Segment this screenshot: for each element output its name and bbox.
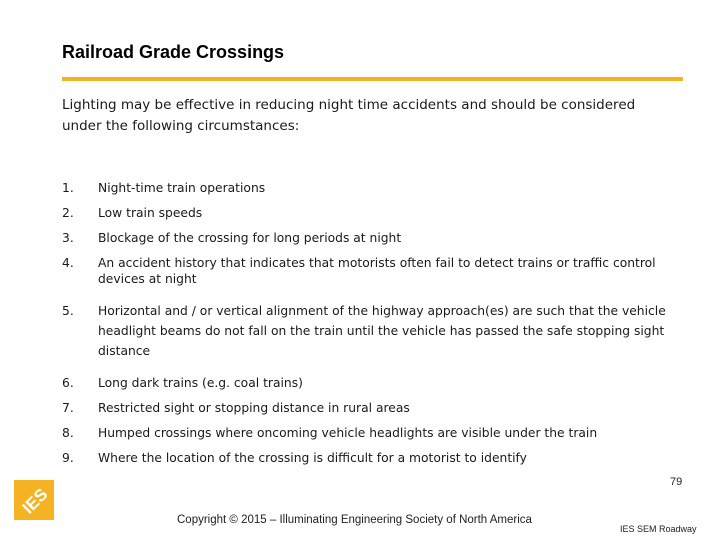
- list-item-text: An accident history that indicates that motorists often fail to detect trains or traffic control devices at night: [98, 256, 656, 286]
- course-label: IES SEM Roadway: [620, 524, 697, 534]
- list-item: [62, 375, 672, 391]
- list-item-number: 2.: [62, 206, 74, 220]
- list-item: [62, 425, 672, 441]
- list-item: [62, 301, 672, 361]
- list-item: [62, 230, 672, 246]
- list-item-text: Long dark trains (e.g. coal trains): [98, 376, 303, 390]
- circumstances-list: [62, 180, 672, 466]
- copyright-text: Copyright © 2015 – Illuminating Engineering Society of North America: [177, 514, 532, 526]
- list-item-number: 6.: [62, 376, 74, 390]
- list-item-text: Restricted sight or stopping distance in rural areas: [98, 401, 410, 415]
- ies-logo: [12, 478, 56, 522]
- list-item-text: Where the location of the crossing is difficult for a motorist to identify: [98, 451, 527, 465]
- list-item-text: Low train speeds: [98, 206, 203, 220]
- logo-text: IES: [18, 484, 52, 518]
- list-item-number: 1.: [62, 181, 74, 195]
- page-number: 79: [670, 476, 683, 488]
- list-item-number: 7.: [62, 401, 74, 415]
- slide-title: Railroad Grade Crossings: [62, 42, 285, 62]
- list-item-number: 5.: [62, 304, 74, 318]
- list-item-text: Night-time train operations: [98, 181, 266, 195]
- list-item-number: 9.: [62, 451, 74, 465]
- list-item: [62, 205, 672, 221]
- title-underline: [62, 77, 683, 81]
- list-item: [62, 255, 672, 287]
- intro-text: Lighting may be effective in reducing night time accidents and should be considered under the following circumstances:: [62, 97, 636, 134]
- list-item: [62, 400, 672, 416]
- list-item: [62, 450, 672, 466]
- list-item-number: 8.: [62, 426, 74, 440]
- list-item-number: 4.: [62, 256, 74, 270]
- list-item-number: 3.: [62, 231, 74, 245]
- list-item-text: Blockage of the crossing for long periods at night: [98, 231, 402, 245]
- list-item-text: Humped crossings where oncoming vehicle headlights are visible under the train: [98, 426, 598, 440]
- list-item: [62, 180, 672, 196]
- list-item-text: Horizontal and / or vertical alignment of the highway approach(es) are such that the vehicle headlight beams do not fall on the train until the vehicle has passed the safe stopping sight distance: [98, 304, 666, 358]
